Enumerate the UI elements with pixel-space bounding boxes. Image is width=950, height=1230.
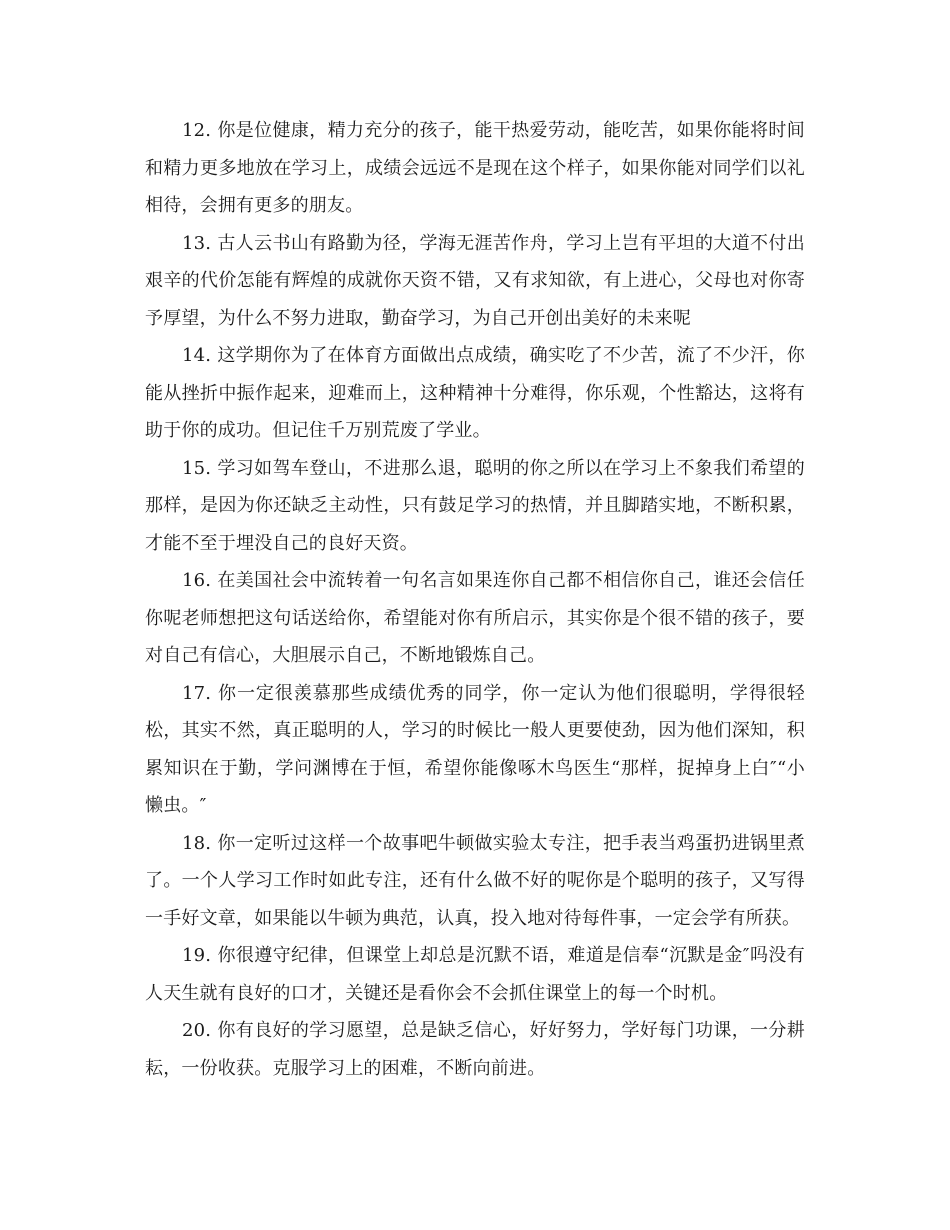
paragraph-text: 你很遵守纪律，但课堂上却总是沉默不语，难道是信奉“沉默是金″吗没有人天生就有良好的口才，关键还是看你会不会抓住课堂上的每一个时机。: [145, 945, 805, 1004]
paragraph-text: 在美国社会中流转着一句名言如果连你自己都不相信你自己，谁还会信任你呢老师想把这句话送给你，希望能对你有所启示，其实你是个很不错的孩子，要对自己有信心，大胆展示自己，不断地锻炼自己。: [145, 570, 805, 666]
paragraph-text: 你是位健康，精力充分的孩子，能干热爱劳动，能吃苦，如果你能将时间和精力更多地放在学习上，成绩会远远不是现在这个样子，如果你能对同学们以礼相待，会拥有更多的朋友。: [145, 120, 805, 216]
paragraph-number: 14.: [182, 345, 212, 366]
paragraph-text: 这学期你为了在体育方面做出点成绩，确实吃了不少苦，流了不少汗，你能从挫折中振作起来，迎难而上，这种精神十分难得，你乐观，个性豁达，这将有助于你的成功。但记住千万别荒废了学业。: [145, 345, 805, 441]
paragraph-number: 13.: [182, 232, 212, 254]
paragraph-18: [145, 825, 805, 938]
paragraph-number: 12.: [182, 120, 212, 141]
paragraph-text: 你一定很羡慕那些成绩优秀的同学，你一定认为他们很聪明，学得很轻松，其实不然，真正聪明的人，学习的时候比一般人更要使劲，因为他们深知，积累知识在于勤，学问渊博在于恒，希望你能像啄木鸟医生“那样，捉掉身上白″“小懒虫。″: [145, 682, 805, 816]
paragraph-number: 16.: [182, 570, 212, 591]
paragraph-19: [145, 937, 805, 1012]
paragraph-number: 17.: [182, 682, 212, 704]
paragraph-13: [145, 225, 805, 338]
paragraph-text: 学习如驾车登山，不进那么退，聪明的你之所以在学习上不象我们希望的那样，是因为你还缺乏主动性，只有鼓足学习的热情，并且脚踏实地，不断积累，才能不至于埋没自己的良好天资。: [145, 457, 805, 554]
document-body: [145, 112, 805, 1087]
paragraph-text: 你一定听过这样一个故事吧牛顿做实验太专注，把手表当鸡蛋扔进锅里煮了。一个人学习工作时如此专注，还有什么做不好的呢你是个聪明的孩子，又写得一手好文章，如果能以牛顿为典范，认真，投入地对待每件事，一定会学有所获。: [145, 832, 805, 929]
paragraph-number: 20.: [182, 1020, 212, 1041]
paragraph-12: [145, 112, 805, 225]
paragraph-16: [145, 562, 805, 675]
paragraph-text: 古人云书山有路勤为径，学海无涯苦作舟，学习上岂有平坦的大道不付出艰辛的代价怎能有辉煌的成就你天资不错，又有求知欲，有上进心，父母也对你寄予厚望，为什么不努力进取，勤奋学习，为自己开创出美好的未来呢: [145, 232, 805, 329]
paragraph-14: [145, 337, 805, 450]
paragraph-number: 15.: [182, 457, 212, 479]
paragraph-20: [145, 1012, 805, 1087]
paragraph-number: 18.: [182, 832, 212, 854]
paragraph-number: 19.: [182, 945, 212, 966]
paragraph-15: [145, 450, 805, 563]
paragraph-text: 你有良好的学习愿望，总是缺乏信心，好好努力，学好每门功课，一分耕耘，一份收获。克服学习上的困难，不断向前进。: [145, 1020, 805, 1079]
paragraph-17: [145, 675, 805, 825]
